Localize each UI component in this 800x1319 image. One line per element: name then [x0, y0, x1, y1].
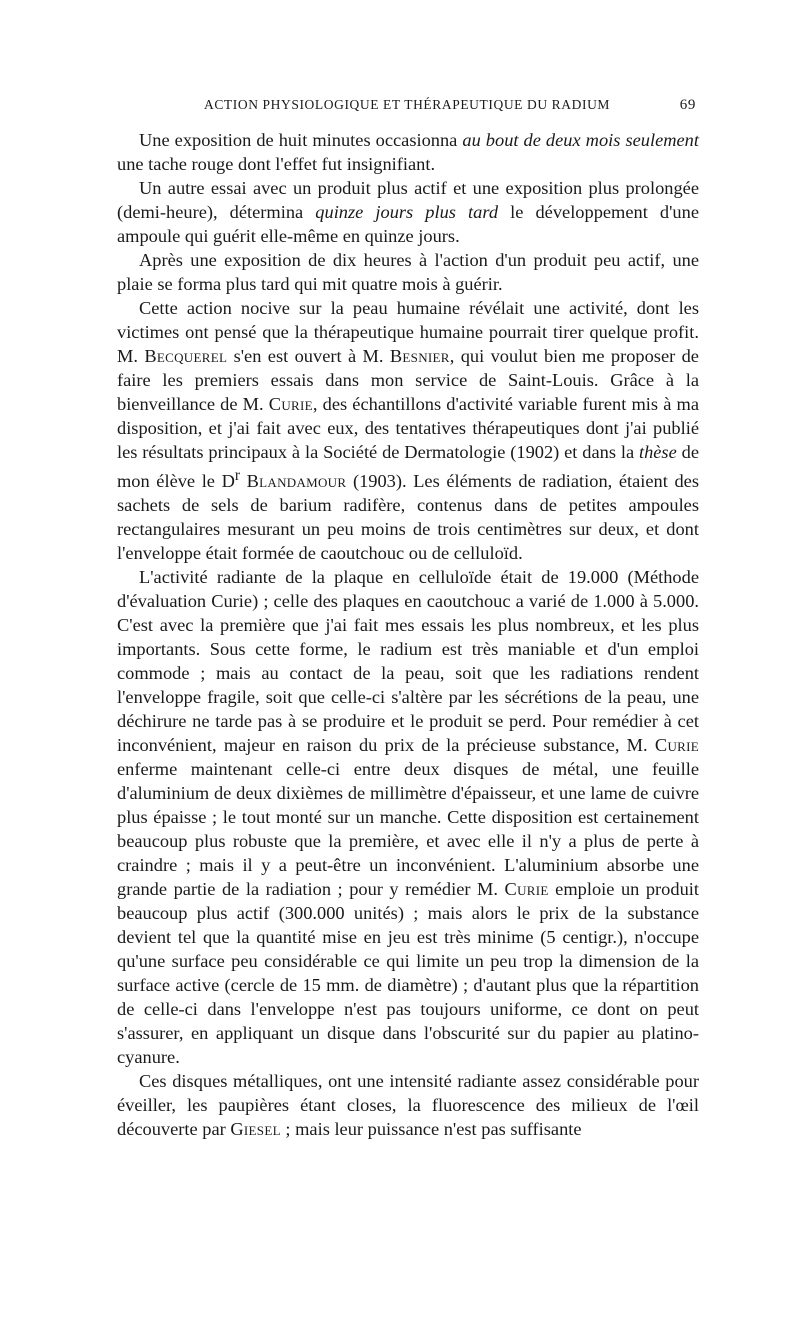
text-segment: Cette action nocive sur la peau humaine révélait une activité, dont les victimes ont pensé que la thérapeutique humaine pourrait tirer quelque profit. M. [117, 298, 699, 366]
italic-emphasis: thèse [638, 442, 677, 462]
paragraph-3: Après une exposition de dix heures à l'action d'un produit peu actif, une plaie se forma plus tard qui mit quatre mois à guérir. [117, 250, 699, 294]
text-segment: L'activité radiante de la plaque en celluloïde était de 19.000 (Méthode d'évaluation Curie) ; celle des plaques en caoutchouc a varié de 1.000 à 5.000. C'est avec la première que j'ai fait mes essais les plus nombreux, et les plus importants. Sous cette forme, le radium est très maniable et d'un emploi commode ; mais au contact de la peau, soit que les radiations rendent l'enveloppe fragile, soit que celle-ci s'altère par les sécrétions de la peau, une déchirure ne tarde pas à se produire et le produit se perd. Pour remédier à cet inconvénient, majeur en raison du prix de la précieuse substance, M. [117, 567, 699, 756]
text-segment: , qui voulut bien me proposer de faire les premiers essais dans mon service de Saint-Louis. Grâce à la bienveillance de M. [117, 346, 699, 414]
text-segment: Un autre essai avec un produit plus actif et une exposition plus prolongée (demi-heure), détermina [117, 178, 699, 222]
text-segment: le développement d'une ampoule qui guérit elle-même en quinze jours. [117, 202, 699, 246]
person-name: Besnier [389, 346, 450, 366]
paragraph-2 [117, 176, 699, 248]
person-name: Curie [268, 394, 313, 414]
italic-emphasis: quinze jours plus tard [315, 202, 499, 222]
person-name: Giesel [230, 1119, 281, 1140]
person-name: Becquerel [144, 346, 228, 366]
running-title: ACTION PHYSIOLOGIQUE ET THÉRAPEUTIQUE DU RADIUM [203, 97, 611, 112]
text-segment: , des échantillons d'activité variable furent mis à ma disposition, et j'ai fait avec eux, des tentatives thérapeutiques dont j'ai publié les résultats principaux à la Société de Dermatologie (1902) et dans la [117, 394, 699, 462]
text-segment: Une exposition de huit minutes occasionna [139, 130, 463, 150]
superscript: r [234, 467, 240, 484]
page-number: 69 [679, 97, 696, 113]
text-segment: emploie un produit beaucoup plus actif (300.000 unités) ; mais alors le prix de la substance devient tel que la quantité mise en jeu est très minime (5 centigr.), n'occupe qu'une surface peu considérable ce qui limite un peu trop la dimension de la surface active (cercle de 15 mm. de diamètre) ; d'autant plus que la répartition de celle-ci dans l'enveloppe n'est pas toujours uniforme, ce dont on peut s'assurer, en appliquant un disque dans l'obscurité sur du papier au platino-cyanure. [117, 879, 699, 1068]
person-name: Blandamour [246, 471, 347, 492]
text-segment: ; mais leur puissance n'est pas suffisante [280, 1119, 582, 1140]
text-segment: Ces disques métalliques, ont une intensité radiante assez considérable pour éveiller, les paupières étant closes, la fluorescence des milieux de l'œil découverte par [117, 1071, 699, 1140]
italic-emphasis: au bout de deux mois seulement [462, 130, 699, 150]
paragraph-4 [117, 296, 699, 565]
text-segment: enferme maintenant celle-ci entre deux disques de métal, une feuille d'aluminium de deux dixièmes de millimètre d'épaisseur, et une lame de cuivre plus épaisse ; le tout monté sur un manche. Cette disposition est certainement beaucoup plus robuste que la première, et avec elle il n'y a plus de perte à craindre ; mais il y a peut-être un inconvénient. L'aluminium absorbe une grande partie de la radiation ; pour y remédier M. [117, 759, 699, 900]
text-segment: s'en est ouvert à M. [227, 346, 390, 366]
paragraph-1 [117, 128, 699, 176]
text-segment: de mon élève le D [117, 442, 699, 492]
body-text [117, 128, 699, 1141]
text-segment [240, 471, 247, 491]
paragraph-5 [117, 565, 699, 1069]
person-name: Curie [654, 735, 699, 756]
text-segment: (1903). Les éléments de radiation, étaient des sachets de sels de barium radifère, contenus dans de petites ampoules rectangulaires mesurant un peu moins de trois centimètres sur deux, et dont l'enveloppe était formée de caoutchouc ou de celluloïd. [117, 471, 699, 564]
paragraph-6 [117, 1069, 699, 1141]
page-header [118, 97, 696, 119]
text-segment: une tache rouge dont l'effet fut insignifiant. [117, 154, 436, 174]
person-name: Curie [504, 879, 549, 900]
